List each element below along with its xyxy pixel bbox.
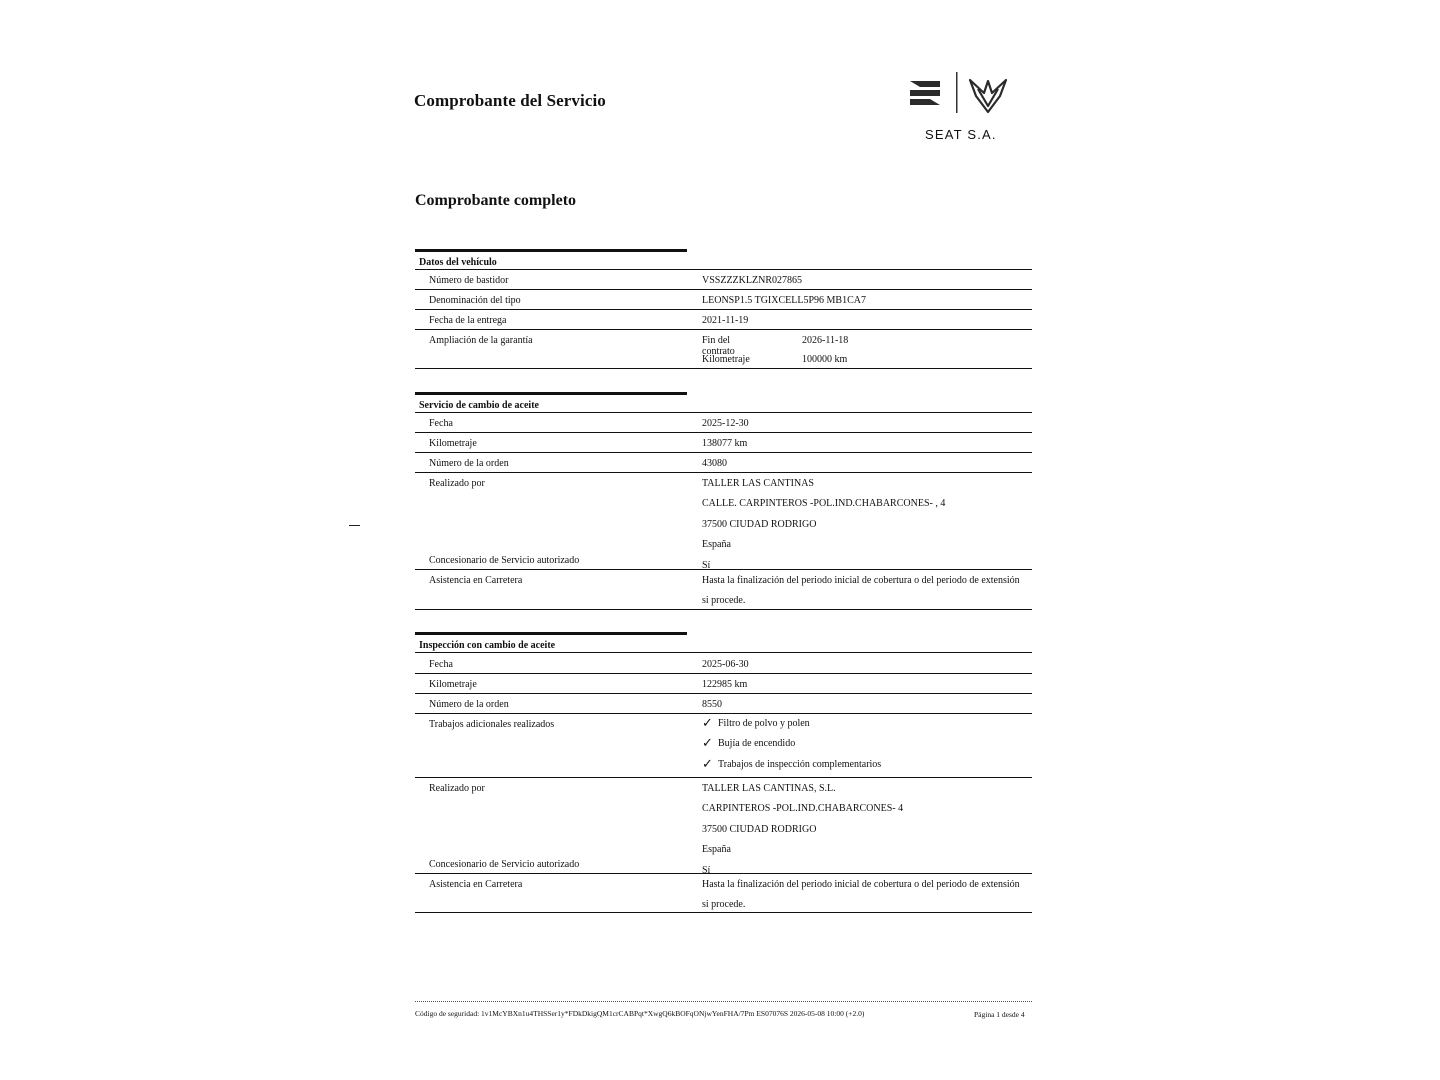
roadside-row bbox=[415, 874, 1032, 913]
subtitle: Comprobante completo bbox=[415, 192, 577, 209]
table-row bbox=[415, 270, 1032, 290]
row-value: 8550 bbox=[702, 699, 722, 710]
warranty-km-value: 100000 km bbox=[802, 354, 848, 365]
scan-artifact-mark bbox=[349, 525, 360, 526]
row-label: Ampliación de la garantía bbox=[429, 335, 533, 346]
row-label: Fecha bbox=[429, 418, 453, 429]
authorized-value: Sí bbox=[702, 864, 711, 876]
row-value: VSSZZZKLZNR027865 bbox=[702, 275, 802, 286]
row-value: LEONSP1.5 TGIXCELL5P96 MB1CA7 bbox=[702, 295, 866, 306]
authorized-label: Concesionario de Servicio autorizado bbox=[429, 555, 580, 566]
authorized-label: Concesionario de Servicio autorizado bbox=[429, 859, 580, 870]
row-value: 43080 bbox=[702, 458, 727, 469]
warranty-km-label: Kilometraje bbox=[702, 354, 750, 365]
document-title: Comprobante del Servicio bbox=[414, 91, 606, 110]
authorized-value: Sí bbox=[702, 559, 711, 571]
table-row bbox=[415, 413, 1032, 433]
company-name: SEAT S.A. bbox=[925, 127, 997, 142]
row-value: 138077 km bbox=[702, 438, 748, 449]
contract-end-label: Fin del contrato bbox=[702, 335, 735, 357]
row-label: Realizado por bbox=[429, 783, 485, 794]
section-heading: Servicio de cambio de aceite bbox=[419, 400, 539, 411]
performed-by-row bbox=[415, 473, 1032, 570]
workshop-city: 37500 CIUDAD RODRIGO bbox=[702, 518, 817, 530]
table-row bbox=[415, 433, 1032, 453]
list-item bbox=[702, 754, 881, 774]
oil-service-section bbox=[415, 392, 1032, 610]
row-value: 2025-06-30 bbox=[702, 659, 749, 670]
page-number: Página 1 desde 4 bbox=[974, 1010, 1025, 1019]
workshop-city: 37500 CIUDAD RODRIGO bbox=[702, 823, 817, 835]
roadside-text-line-2: si procede. bbox=[702, 595, 746, 607]
row-label: Número de bastidor bbox=[429, 275, 509, 286]
roadside-text-line-1: Hasta la finalización del periodo inicial de cobertura o del periodo de extensión bbox=[702, 575, 1020, 586]
work-item: Trabajos de inspección complementarios bbox=[718, 758, 882, 770]
warranty-row bbox=[415, 330, 1032, 369]
section-header bbox=[415, 392, 687, 412]
checkmark-icon: ✓ bbox=[702, 736, 713, 752]
checkmark-icon: ✓ bbox=[702, 756, 713, 772]
workshop-street: CARPINTEROS -POL.IND.CHABARCONES- 4 bbox=[702, 803, 904, 815]
contract-end-value: 2026-11-18 bbox=[802, 335, 849, 346]
security-code: Código de seguridad: 1v1McYBXn1u4THSSer1y*FDkDkigQM1crCABPqt*XwgQ6kBOFqONjwYenFHA/7Pm ES07076S 2026-05-08 10:00 (+2.0) bbox=[415, 1009, 865, 1018]
vehicle-section bbox=[415, 249, 1032, 369]
list-item bbox=[702, 733, 881, 753]
workshop-country: España bbox=[702, 844, 731, 856]
table-row bbox=[415, 290, 1032, 310]
footer-divider bbox=[415, 1001, 1032, 1002]
performed-by-row bbox=[415, 778, 1032, 874]
seat-logo-icon bbox=[910, 81, 940, 105]
workshop-country: España bbox=[702, 539, 731, 551]
section-heading: Inspección con cambio de aceite bbox=[419, 640, 556, 651]
extra-work-row bbox=[415, 714, 1032, 778]
section-header bbox=[415, 632, 687, 652]
brand-logos bbox=[908, 72, 1008, 116]
section-header bbox=[415, 249, 687, 269]
checkmark-icon: ✓ bbox=[702, 716, 713, 731]
row-label: Número de la orden bbox=[429, 458, 509, 469]
roadside-row bbox=[415, 570, 1032, 610]
workshop-street: CALLE. CARPINTEROS -POL.IND.CHABARCONES- , 4 bbox=[702, 498, 946, 510]
workshop-name: TALLER LAS CANTINAS, S.L. bbox=[702, 783, 836, 794]
table-row bbox=[415, 310, 1032, 330]
row-label: Asistencia en Carretera bbox=[429, 879, 523, 890]
table-row bbox=[415, 694, 1032, 714]
roadside-text-line-1: Hasta la finalización del periodo inicial de cobertura o del periodo de extensión bbox=[702, 879, 1020, 890]
table-row bbox=[415, 453, 1032, 473]
row-label: Realizado por bbox=[429, 478, 485, 489]
roadside-text-line-2: si procede. bbox=[702, 899, 746, 911]
work-item: Bujía de encendido bbox=[718, 738, 796, 750]
row-label: Número de la orden bbox=[429, 699, 509, 710]
row-label: Trabajos adicionales realizados bbox=[429, 719, 555, 730]
row-value: 2025-12-30 bbox=[702, 418, 749, 429]
row-label: Asistencia en Carretera bbox=[429, 575, 523, 586]
row-value: 122985 km bbox=[702, 679, 748, 690]
row-label: Denominación del tipo bbox=[429, 295, 521, 306]
table-row bbox=[415, 674, 1032, 694]
workshop-name: TALLER LAS CANTINAS bbox=[702, 478, 814, 489]
list-item bbox=[702, 713, 881, 733]
row-value: 2021-11-19 bbox=[702, 315, 749, 326]
row-label: Fecha de la entrega bbox=[429, 315, 507, 326]
table-row bbox=[415, 654, 1032, 674]
row-label: Kilometraje bbox=[429, 438, 477, 449]
work-item: Filtro de polvo y polen bbox=[718, 718, 810, 729]
row-label: Kilometraje bbox=[429, 679, 477, 690]
cupra-logo-icon bbox=[970, 80, 1006, 112]
inspection-section bbox=[415, 632, 1032, 913]
section-heading: Datos del vehículo bbox=[419, 257, 497, 268]
row-label: Fecha bbox=[429, 659, 453, 670]
